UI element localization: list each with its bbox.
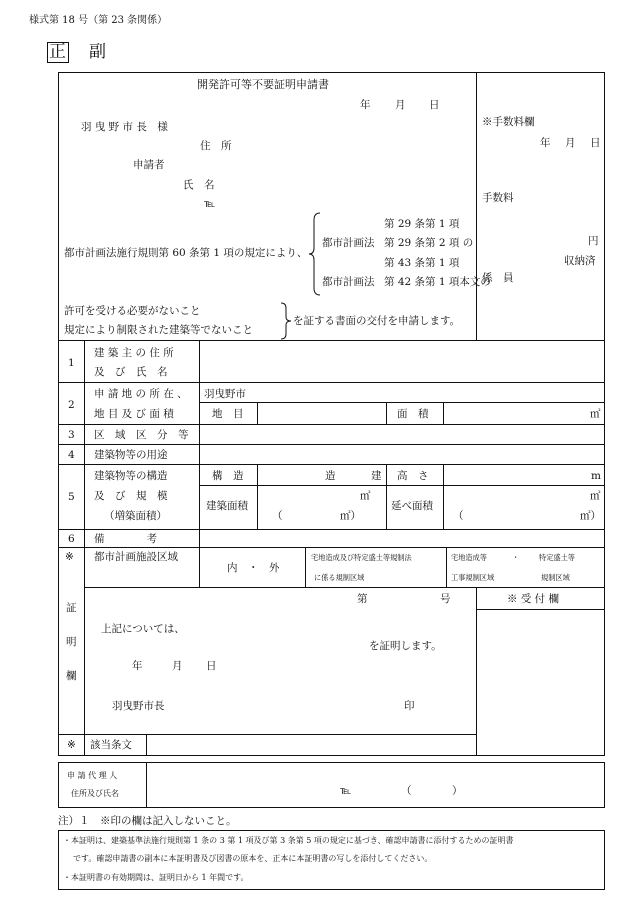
cert-gou: 号 <box>440 593 451 605</box>
fee-year: 年 <box>540 137 551 149</box>
row6-number: 6 <box>68 533 75 545</box>
row5-label-c: （増築面積） <box>104 510 167 522</box>
address-label: 住 所 <box>200 140 232 152</box>
row2-number: 2 <box>68 399 75 411</box>
option-law-a: 都市計画法 <box>322 237 375 249</box>
option-29-2: 第 29 条第 2 項 の <box>384 237 474 249</box>
note-b1: ・本証明は、建築基準法施行規則第 1 条の 3 第 1 項及び第 3 条第 5 項の規定に基づき、確認申請書に添付するための証明書 <box>63 836 514 845</box>
rows-top-line <box>58 340 605 341</box>
form-number: 様式第 18 号（第 23 条関係） <box>29 15 168 26</box>
row5-nobe-menseki: 延べ面積 <box>391 500 433 512</box>
app-date-month: 月 <box>395 99 406 111</box>
purpose-end: を証する書面の交付を申請します。 <box>293 315 461 327</box>
purpose-brace-icon <box>280 302 292 340</box>
rule-text: 都市計画法施行規則第 60 条第 1 項の規定により、 <box>64 247 308 259</box>
agent-label-a: 申 請 代 理 人 <box>67 771 118 780</box>
row1-bottom <box>58 382 605 383</box>
fee-yen: 円 <box>588 235 599 247</box>
row2-label-b: 地 目 及 び 面 積 <box>94 408 174 420</box>
agent-open: （ <box>401 785 412 797</box>
app-date-day: 日 <box>429 99 440 111</box>
fee-title: ※手数料欄 <box>482 116 535 128</box>
note-b1b: です。確認申請書の副本に本証明書及び図書の原本を、正本に本証明書の写しを添付してください。 <box>73 854 433 863</box>
row5-kouzou: 構 造 <box>212 470 244 482</box>
agent-col <box>146 762 147 808</box>
row5-close-b: ㎡） <box>580 510 601 522</box>
cert-year: 年 <box>132 660 143 672</box>
cert-side-3: 欄 <box>66 670 77 682</box>
cert-takuchi-a: 宅地造成及び特定盛土等規制法 <box>311 553 412 562</box>
cert-takuchi2-dot: ・ <box>512 553 520 562</box>
cert-area-label: 都市計画施設区域 <box>94 551 178 563</box>
label-col-line <box>199 340 200 552</box>
clause-line <box>58 734 476 735</box>
name-label: 氏 名 <box>183 179 215 191</box>
addressee: 羽 曳 野 市 長 様 <box>81 121 168 133</box>
applicant-label: 申請者 <box>133 159 165 171</box>
row2-mid <box>199 402 605 403</box>
row5-number: 5 <box>68 491 75 503</box>
clause-label: 該当条文 <box>90 739 132 751</box>
row2-col-a <box>257 402 258 424</box>
row5-open-a: （ <box>272 510 283 522</box>
cert-takuchi-b: に係る規制区域 <box>314 573 365 582</box>
row5-bottom <box>58 529 605 530</box>
row5-close-a: ㎡） <box>340 510 361 522</box>
row5-m2-b: ㎡ <box>590 490 601 502</box>
row5-kenchiku-menseki: 建築面積 <box>206 500 248 512</box>
row6-label: 備 考 <box>94 533 157 545</box>
row5-mid <box>199 485 605 486</box>
row1-number: 1 <box>68 357 75 369</box>
fuku-label: 副 <box>89 42 106 62</box>
row3-bottom <box>58 444 605 445</box>
app-date-year: 年 <box>360 99 371 111</box>
option-43-1: 第 43 条第 1 項 <box>384 257 460 269</box>
row2-col-c <box>443 402 444 424</box>
form-title: 開発許可等不要証明申請書 <box>197 78 329 91</box>
agent-phone-icon: ℡ <box>340 785 352 797</box>
number-col-line <box>84 340 85 756</box>
fee-month: 月 <box>565 137 576 149</box>
row5-zou: 造 <box>325 470 336 482</box>
row2-menseki: 面 積 <box>397 408 429 420</box>
row3-label: 区 域 区 分 等 <box>94 429 189 441</box>
row5-ken: 建 <box>371 470 382 482</box>
row5-m: m <box>591 470 601 482</box>
agent-label-b: 住所及び氏名 <box>71 789 119 798</box>
cert-inout: 内 ・ 外 <box>227 562 280 574</box>
cert-text-2: を証明します。 <box>369 640 442 652</box>
cert-month: 月 <box>172 660 183 672</box>
cert-side-2: 明 <box>66 636 77 648</box>
purpose-1: 許可を受ける必要がないこと <box>64 305 201 317</box>
options-brace-icon <box>308 212 322 296</box>
fee-label: 手数料 <box>482 192 514 204</box>
cert-mayor: 羽曳野市長 <box>112 700 165 712</box>
row2-label-a: 申 請 地 の 所 在 、 <box>94 388 188 400</box>
cert-mark: ※ <box>65 551 74 563</box>
cert-top-line <box>84 587 605 588</box>
row3-number: 3 <box>68 429 75 441</box>
cert-col-a <box>199 547 200 587</box>
cert-seal: 印 <box>404 700 415 712</box>
receipt-title-line <box>476 609 605 610</box>
cert-dai: 第 <box>357 593 368 605</box>
row6-bottom <box>58 547 605 548</box>
row5-col-b <box>386 464 387 529</box>
row5-col-a <box>257 464 258 529</box>
row4-number: 4 <box>68 449 75 461</box>
row4-label: 建築物等の用途 <box>94 449 168 461</box>
cert-day: 日 <box>206 660 217 672</box>
cert-takuchi2-a: 宅地造成等 <box>451 553 487 562</box>
receipt-divider <box>476 587 477 756</box>
agent-close: ） <box>452 785 463 797</box>
row5-label-a: 建築物等の構造 <box>94 470 168 482</box>
clause-col <box>146 734 147 756</box>
row1-label-b: 及 び 氏 名 <box>94 366 168 378</box>
note-b2: ・本証明書の有効期間は、証明日から 1 年間です。 <box>63 873 249 882</box>
seisei-label: 正 <box>49 42 66 62</box>
option-42-1: 第 42 条第 1 項本文の <box>384 276 491 288</box>
cert-takuchi2-b: 工事規制区域 <box>451 573 495 582</box>
row5-label-b: 及 び 規 模 <box>94 490 168 502</box>
fee-day: 日 <box>590 137 601 149</box>
row2-unit: ㎡ <box>590 408 601 420</box>
cert-side-1: 証 <box>66 602 77 614</box>
receipt-title: ※ 受 付 欄 <box>507 593 560 605</box>
row2-chimoku: 地 目 <box>212 408 244 420</box>
option-law-b: 都市計画法 <box>322 276 375 288</box>
row1-label-a: 建 築 主 の 住 所 <box>94 347 174 359</box>
cert-takuchi3-b: 規制区域 <box>541 573 570 582</box>
phone-icon: ℡ <box>204 198 216 210</box>
row2-city: 羽曳野市 <box>204 388 246 400</box>
cert-col-c <box>446 547 447 587</box>
row4-bottom <box>58 464 605 465</box>
row2-bottom <box>58 424 605 425</box>
cert-takuchi3-a: 特定盛土等 <box>539 553 575 562</box>
cert-text-1: 上記については、 <box>101 623 185 635</box>
cert-col-b <box>305 547 306 587</box>
row5-open-b: （ <box>453 510 464 522</box>
option-29-1: 第 29 条第 1 項 <box>384 218 460 230</box>
row5-takasa: 高 さ <box>397 470 429 482</box>
fee-divider <box>476 72 477 340</box>
row5-m2-a: ㎡ <box>360 490 371 502</box>
purpose-2: 規定により制限された建築等でないこと <box>64 324 253 336</box>
row5-col-c <box>443 464 444 529</box>
row2-col-b <box>386 402 387 424</box>
note-1: 注）１ ※印の欄は記入しないこと。 <box>58 815 237 827</box>
fee-paid: 収納済 <box>564 255 596 267</box>
fee-staff: 係 員 <box>482 272 514 284</box>
agent-box <box>58 762 605 808</box>
clause-mark: ※ <box>67 739 76 751</box>
